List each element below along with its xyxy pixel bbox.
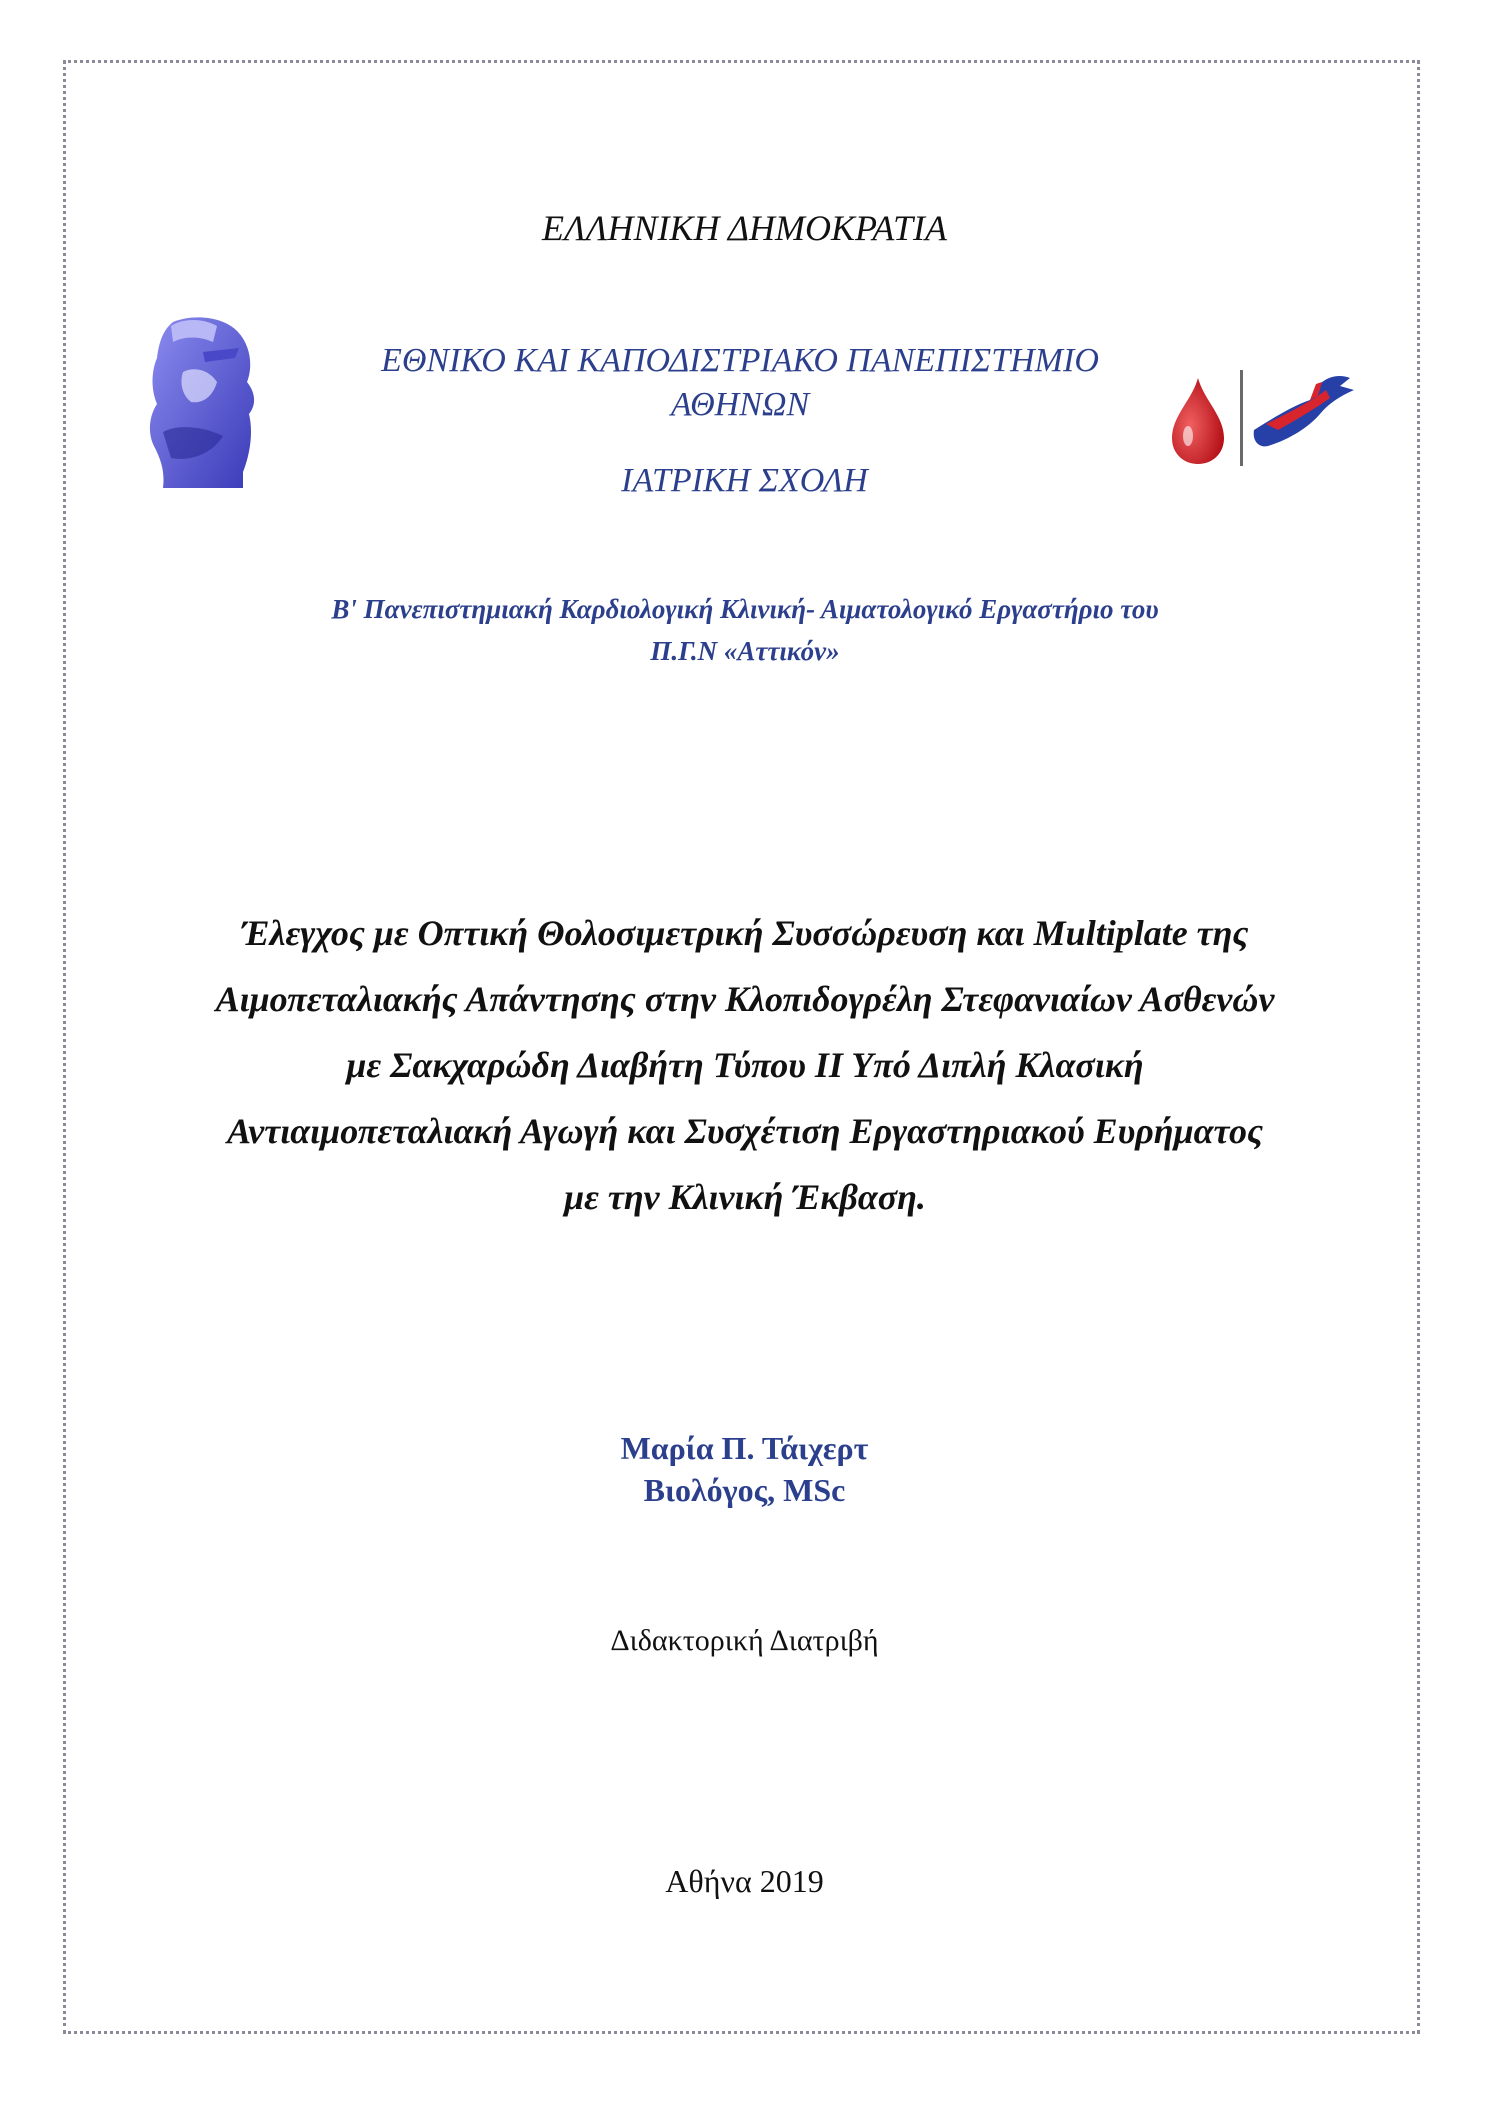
title-line: με Σακχαρώδη Διαβήτη Τύπου ΙΙ Υπό Διπλή Κλασική <box>346 1045 1144 1085</box>
clinic-line1: Β' Πανεπιστημιακή Καρδιολογική Κλινική- Αιματολογικό Εργαστήριο του <box>331 594 1159 624</box>
title-line: Έλεγχος με Οπτική Θολοσιμετρική Συσσώρευση και Multiplate της <box>241 913 1249 953</box>
clinic-affiliation <box>200 588 1290 672</box>
author-name: Μαρία Π. Τάιχερτ <box>620 1430 869 1466</box>
document-type: Διδακτορική Διατριβή <box>610 1624 879 1657</box>
title-line: Αιμοπεταλιακής Απάντησης στην Κλοπιδογρέλη Στεφανιαίων Ασθενών <box>215 979 1275 1019</box>
author-block <box>0 1427 1489 1511</box>
university-name-line2: ΑΘΗΝΩΝ <box>670 386 810 423</box>
blood-drop-hematology-lab-logo-icon <box>1170 360 1358 468</box>
title-line: Αντιαιμοπεταλιακή Αγωγή και Συσχέτιση Εργαστηριακού Ευρήματος <box>226 1111 1264 1151</box>
author-credentials: Βιολόγος, MSc <box>643 1472 846 1508</box>
university-name <box>260 339 1220 427</box>
place-year: Αθήνα 2019 <box>665 1863 824 1899</box>
republic-heading: ΕΛΛΗΝΙΚΗ ΔΗΜΟΚΡΑΤΙΑ <box>542 208 947 248</box>
thesis-title <box>170 900 1320 1230</box>
title-line: με την Κλινική Έκβαση. <box>564 1177 926 1217</box>
university-name-line1: ΕΘΝΙΚΟ ΚΑΙ ΚΑΠΟΔΙΣΤΡΙΑΚΟ ΠΑΝΕΠΙΣΤΗΜΙΟ <box>381 342 1099 379</box>
clinic-line2: Π.Γ.Ν «Αττικόν» <box>650 636 840 666</box>
school-name: ΙΑΤΡΙΚΗ ΣΧΟΛΗ <box>621 462 868 499</box>
